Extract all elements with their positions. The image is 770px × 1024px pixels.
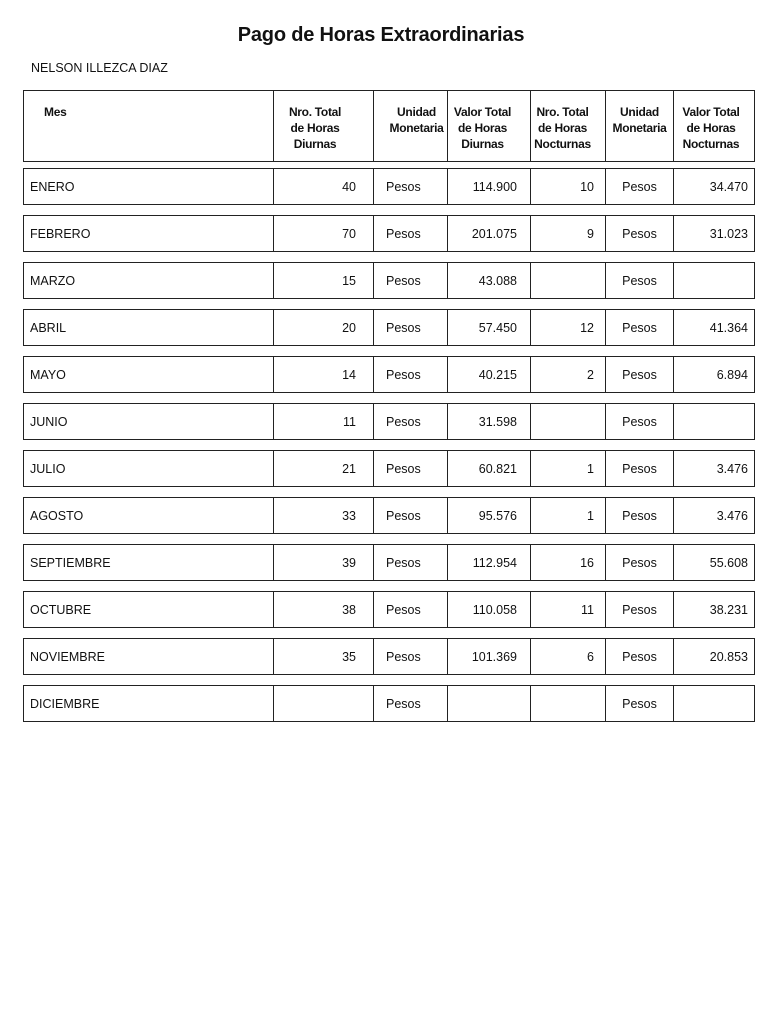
- horas-nocturnas-cell: [530, 686, 605, 721]
- valor-diurnas-cell: 110.058: [447, 592, 530, 627]
- month-cell: DICIEMBRE: [30, 696, 100, 711]
- horas-nocturnas-cell: [530, 263, 605, 298]
- table-row: [23, 685, 755, 722]
- month-cell: JUNIO: [30, 414, 68, 429]
- valor-diurnas-cell: 101.369: [447, 639, 530, 674]
- table-row: [23, 638, 755, 675]
- unidad-diurnas-cell: Pesos: [373, 216, 447, 251]
- valor-nocturnas-cell: [673, 404, 754, 439]
- page-title: Pago de Horas Extraordinarias: [237, 24, 525, 46]
- horas-diurnas-cell: 11: [273, 404, 373, 439]
- unidad-diurnas-cell: Pesos: [373, 639, 447, 674]
- month-cell: FEBRERO: [30, 226, 91, 241]
- valor-diurnas-cell: 31.598: [447, 404, 530, 439]
- horas-nocturnas-cell: 6: [530, 639, 605, 674]
- horas-diurnas-cell: 20: [273, 310, 373, 345]
- horas-diurnas-cell: 15: [273, 263, 373, 298]
- table-row: [23, 262, 755, 299]
- table-row: [23, 450, 755, 487]
- header-horas-nocturnas: Nro. Total de Horas Nocturnas: [530, 91, 605, 161]
- month-cell: MAYO: [30, 367, 66, 382]
- month-cell: OCTUBRE: [30, 602, 92, 617]
- table-row: [23, 591, 755, 628]
- horas-diurnas-cell: 21: [273, 451, 373, 486]
- valor-nocturnas-cell: [673, 263, 754, 298]
- header-unidad-nocturnas: Unidad Monetaria: [605, 91, 673, 161]
- unidad-nocturnas-cell: Pesos: [605, 592, 673, 627]
- horas-diurnas-cell: 33: [273, 498, 373, 533]
- month-cell: ABRIL: [30, 320, 67, 335]
- valor-diurnas-cell: 60.821: [447, 451, 530, 486]
- valor-diurnas-cell: 112.954: [447, 545, 530, 580]
- horas-nocturnas-cell: 2: [530, 357, 605, 392]
- unidad-nocturnas-cell: Pesos: [605, 263, 673, 298]
- unidad-nocturnas-cell: Pesos: [605, 310, 673, 345]
- table-row: [23, 215, 755, 252]
- unidad-diurnas-cell: Pesos: [373, 498, 447, 533]
- horas-diurnas-cell: 35: [273, 639, 373, 674]
- horas-diurnas-cell: 40: [273, 169, 373, 204]
- horas-nocturnas-cell: 1: [530, 498, 605, 533]
- unidad-nocturnas-cell: Pesos: [605, 404, 673, 439]
- unidad-nocturnas-cell: Pesos: [605, 216, 673, 251]
- valor-nocturnas-cell: 38.231: [673, 592, 754, 627]
- table-row: [23, 356, 755, 393]
- unidad-nocturnas-cell: Pesos: [605, 357, 673, 392]
- month-cell: MARZO: [30, 273, 76, 288]
- horas-nocturnas-cell: 1: [530, 451, 605, 486]
- unidad-nocturnas-cell: Pesos: [605, 169, 673, 204]
- unidad-diurnas-cell: Pesos: [373, 686, 447, 721]
- unidad-diurnas-cell: Pesos: [373, 592, 447, 627]
- valor-diurnas-cell: 201.075: [447, 216, 530, 251]
- month-cell: NOVIEMBRE: [30, 649, 106, 664]
- valor-nocturnas-cell: 20.853: [673, 639, 754, 674]
- horas-diurnas-cell: 70: [273, 216, 373, 251]
- unidad-diurnas-cell: Pesos: [373, 404, 447, 439]
- table-row: [23, 309, 755, 346]
- table-row: [23, 403, 755, 440]
- header-unidad-diurnas: Unidad Monetaria: [373, 91, 447, 161]
- horas-nocturnas-cell: 10: [530, 169, 605, 204]
- valor-nocturnas-cell: 3.476: [673, 498, 754, 533]
- valor-nocturnas-cell: 31.023: [673, 216, 754, 251]
- valor-nocturnas-cell: 55.608: [673, 545, 754, 580]
- horas-diurnas-cell: [273, 686, 373, 721]
- unidad-nocturnas-cell: Pesos: [605, 451, 673, 486]
- horas-nocturnas-cell: 16: [530, 545, 605, 580]
- valor-nocturnas-cell: [673, 686, 754, 721]
- valor-diurnas-cell: 40.215: [447, 357, 530, 392]
- valor-nocturnas-cell: 3.476: [673, 451, 754, 486]
- month-cell: AGOSTO: [30, 508, 84, 523]
- valor-nocturnas-cell: 34.470: [673, 169, 754, 204]
- unidad-diurnas-cell: Pesos: [373, 310, 447, 345]
- horas-diurnas-cell: 39: [273, 545, 373, 580]
- unidad-diurnas-cell: Pesos: [373, 451, 447, 486]
- horas-nocturnas-cell: 9: [530, 216, 605, 251]
- unidad-diurnas-cell: Pesos: [373, 357, 447, 392]
- unidad-diurnas-cell: Pesos: [373, 169, 447, 204]
- header-valor-nocturnas: Valor Total de Horas Nocturnas: [673, 91, 754, 161]
- horas-diurnas-cell: 14: [273, 357, 373, 392]
- unidad-nocturnas-cell: Pesos: [605, 498, 673, 533]
- month-cell: SEPTIEMBRE: [30, 555, 111, 570]
- table-row: [23, 497, 755, 534]
- valor-nocturnas-cell: 41.364: [673, 310, 754, 345]
- valor-diurnas-cell: [447, 686, 530, 721]
- horas-nocturnas-cell: [530, 404, 605, 439]
- month-cell: JULIO: [30, 461, 66, 476]
- horas-diurnas-cell: 38: [273, 592, 373, 627]
- unidad-nocturnas-cell: Pesos: [605, 639, 673, 674]
- table-row: [23, 168, 755, 205]
- valor-diurnas-cell: 114.900: [447, 169, 530, 204]
- table-header: [23, 90, 755, 162]
- unidad-nocturnas-cell: Pesos: [605, 545, 673, 580]
- valor-diurnas-cell: 95.576: [447, 498, 530, 533]
- unidad-nocturnas-cell: Pesos: [605, 686, 673, 721]
- valor-diurnas-cell: 57.450: [447, 310, 530, 345]
- valor-nocturnas-cell: 6.894: [673, 357, 754, 392]
- header-horas-diurnas: Nro. Total de Horas Diurnas: [273, 91, 373, 161]
- horas-nocturnas-cell: 12: [530, 310, 605, 345]
- unidad-diurnas-cell: Pesos: [373, 545, 447, 580]
- valor-diurnas-cell: 43.088: [447, 263, 530, 298]
- table-row: [23, 544, 755, 581]
- unidad-diurnas-cell: Pesos: [373, 263, 447, 298]
- employee-name: NELSON ILLEZCA DIAZ: [31, 61, 168, 75]
- header-mes: Mes: [44, 105, 67, 119]
- horas-nocturnas-cell: 11: [530, 592, 605, 627]
- month-cell: ENERO: [30, 179, 75, 194]
- header-valor-diurnas: Valor Total de Horas Diurnas: [447, 91, 530, 161]
